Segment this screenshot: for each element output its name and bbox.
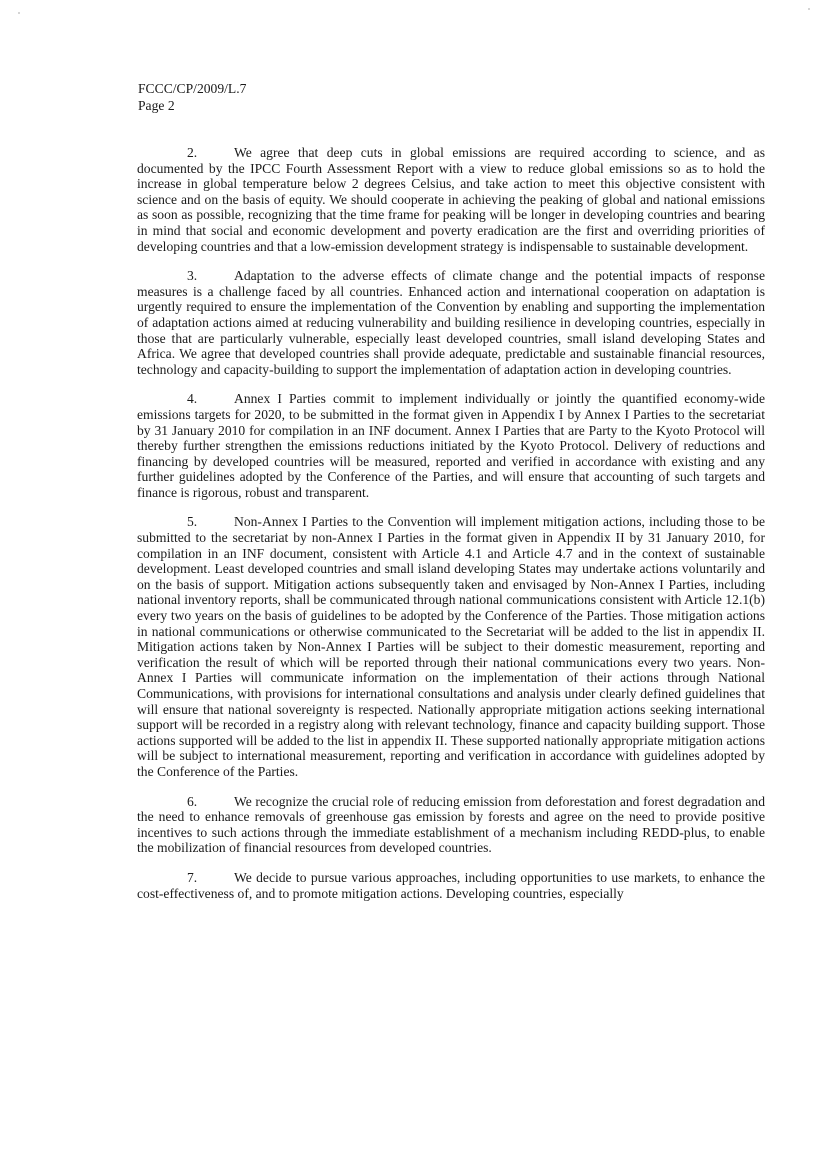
page-number: Page 2 <box>138 98 175 113</box>
paragraph-7 <box>137 870 765 901</box>
paragraph-text: Non-Annex I Parties to the Convention will implement mitigation actions, including those to be submitted to the secretariat by non-Annex I Parties in the format given in Appendix II by 31 January 2010, for compilation in an INF document, consistent with Article 4.1 and Article 4.7 and in the context of sustainable development. Least developed countries and small island developing States may undertake actions voluntarily and on the basis of support. Mitigation actions subsequently taken and envisaged by Non-Annex I Parties, including national inventory reports, shall be communicated through national communications consistent with Article 12.1(b) every two years on the basis of guidelines to be adopted by the Conference of the Parties. Those mitigation actions in national communications or otherwise communicated to the Secretariat will be added to the list in appendix II. Mitigation actions taken by Non-Annex I Parties will be subject to their domestic measurement, reporting and verification the result of which will be reported through their national communications every two years. Non-Annex I Parties will communicate information on the implementation of their actions through National Communications, with provisions for international consultations and analysis under clearly defined guidelines that will ensure that national sovereignty is respected. Nationally appropriate mitigation actions seeking international support will be recorded in a registry along with relevant technology, finance and capacity building support. Those actions supported will be added to the list in appendix II. These supported nationally appropriate mitigation actions will be subject to international measurement, reporting and verification in accordance with guidelines adopted by the Conference of the Parties. <box>137 514 765 779</box>
paragraph-text: We agree that deep cuts in global emissions are required according to science, and as documented by the IPCC Fourth Assessment Report with a view to reduce global emissions so as to hold the increase in global temperature below 2 degrees Celsius, and take action to meet this objective consistent with science and on the basis of equity. We should cooperate in achieving the peaking of global and national emissions as soon as possible, recognizing that the time frame for peaking will be longer in developing countries and bearing in mind that social and economic development and poverty eradication are the first and overriding priorities of developing countries and that a low-emission development strategy is indispensable to sustainable development. <box>137 145 765 254</box>
paragraph-2 <box>137 145 765 254</box>
paragraph-text: Annex I Parties commit to implement individually or jointly the quantified economy-wide emissions targets for 2020, to be submitted in the format given in Appendix I by Annex I Parties to the secretariat by 31 January 2010 for compilation in an INF document. Annex I Parties that are Party to the Kyoto Protocol will thereby further strengthen the emissions reductions initiated by the Kyoto Protocol. Delivery of reductions and financing by developed countries will be measured, reported and verified in accordance with existing and any further guidelines adopted by the Conference of the Parties, and will ensure that accounting of such targets and finance is rigorous, robust and transparent. <box>137 391 765 500</box>
paragraph-text: We recognize the crucial role of reducing emission from deforestation and forest degradation and the need to enhance removals of greenhouse gas emission by forests and agree on the need to provide positive incentives to such actions through the immediate establishment of a mechanism including REDD-plus, to enable the mobilization of financial resources from developed countries. <box>137 793 765 856</box>
document-symbol: FCCC/CP/2009/L.7 <box>138 81 247 96</box>
paragraph-3 <box>137 268 765 377</box>
paragraph-number: 3. <box>187 268 198 284</box>
document-body <box>137 145 765 915</box>
page-header <box>138 80 246 114</box>
paragraph-6 <box>137 794 765 856</box>
paragraph-number: 5. <box>187 514 198 530</box>
paragraph-5 <box>137 514 765 779</box>
scan-speck <box>18 12 20 14</box>
paragraph-4 <box>137 391 765 500</box>
scan-speck <box>808 8 810 10</box>
paragraph-number: 2. <box>187 145 198 160</box>
paragraph-number: 4. <box>187 391 198 407</box>
paragraph-text: We decide to pursue various approaches, including opportunities to use markets, to enhance the cost-effectiveness of, and to promote mitigation actions. Developing countries, especially <box>137 869 765 901</box>
paragraph-text: Adaptation to the adverse effects of climate change and the potential impacts of response measures is a challenge faced by all countries. Enhanced action and international cooperation on adaptation is urgently required to ensure the implementation of the Convention by enabling and supporting the implementation of adaptation actions aimed at reducing vulnerability and building resilience in developing countries, especially in those that are particularly vulnerable, especially least developed countries, small island developing States and Africa. We agree that developed countries shall provide adequate, predictable and sustainable financial resources, technology and capacity-building to support the implementation of adaptation action in developing countries. <box>137 268 765 377</box>
paragraph-number: 7. <box>187 869 198 885</box>
paragraph-number: 6. <box>187 793 198 809</box>
